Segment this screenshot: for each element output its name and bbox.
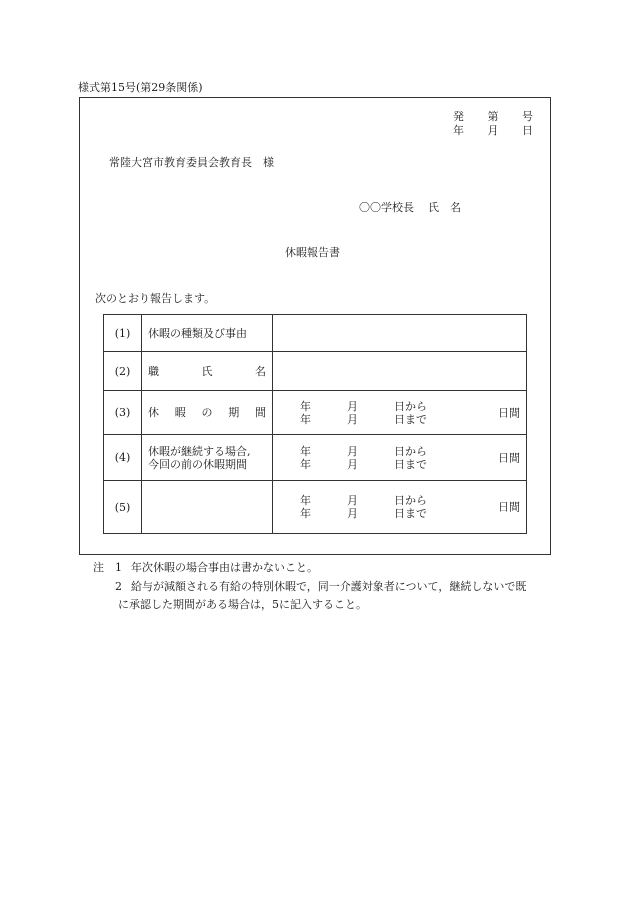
row-value[interactable]: [273, 352, 527, 391]
day-label: 日まで: [394, 457, 427, 471]
label-char: 氏: [201, 364, 213, 378]
table-row: [104, 352, 527, 391]
date-to-line: [273, 458, 526, 471]
label-line: 今回の前の休暇期間: [148, 457, 247, 471]
notes-label: 注: [93, 561, 104, 574]
row-number: (1): [104, 315, 142, 352]
days-label: 日間: [498, 406, 520, 419]
note-number: 1: [115, 561, 122, 574]
note-text-continued: に承認した期間がある場合は，5に記入すること。: [118, 598, 367, 611]
row-value[interactable]: [273, 315, 527, 352]
row-label[interactable]: [142, 481, 273, 534]
date-range-cell[interactable]: [273, 481, 527, 534]
year-label: 年: [300, 494, 311, 507]
day-label: 日から: [394, 444, 427, 458]
note-text: 給与が減額される有給の特別休暇で，同一介護対象者について，継続しないで既: [131, 580, 527, 593]
day-label: 日まで: [394, 507, 427, 520]
table-row: [104, 435, 527, 481]
issue-char: 号: [522, 110, 533, 123]
intro-text: 次のとおり報告します。: [95, 292, 216, 305]
issue-number-line: [453, 110, 533, 123]
year-label: 年: [300, 412, 311, 426]
document-title: 休暇報告書: [285, 246, 340, 259]
month-label: 月: [347, 399, 358, 413]
row-label: [142, 391, 273, 435]
date-to-line: [273, 507, 526, 520]
days-label: 日間: [498, 500, 520, 514]
label-char: 名: [255, 364, 266, 378]
form-number: 様式第15号(第29条関係): [78, 81, 203, 94]
date-char: 日: [522, 124, 533, 137]
label-char: の: [201, 406, 213, 419]
date-from-line: [273, 494, 526, 507]
table-row: [104, 481, 527, 534]
issue-char: 第: [487, 110, 499, 123]
table-row: [104, 391, 527, 435]
date-from-line: [273, 400, 526, 413]
row-number: (3): [104, 391, 142, 435]
table-row: [104, 315, 527, 352]
label-line: 休暇の種類及び事由: [148, 326, 247, 340]
sender-title: 〇〇学校長: [359, 201, 414, 214]
row-number: (5): [104, 481, 142, 534]
month-label: 月: [347, 494, 358, 507]
row-label: [142, 352, 273, 391]
label-char: 期: [228, 406, 240, 419]
date-range-cell[interactable]: [273, 391, 527, 435]
year-label: 年: [300, 444, 311, 458]
year-label: 年: [300, 507, 311, 520]
label-line: 休暇が継続する場合,: [148, 444, 251, 458]
day-label: 日まで: [394, 412, 427, 426]
label-char: 間: [255, 406, 266, 419]
issue-char: 発: [453, 110, 464, 123]
month-label: 月: [347, 507, 358, 520]
row-label: [142, 315, 273, 352]
row-number: (2): [104, 352, 142, 391]
month-label: 月: [347, 412, 358, 426]
addressee: 常陸大宮市教育委員会教育長 様: [109, 156, 274, 169]
year-label: 年: [300, 399, 311, 413]
date-from-line: [273, 445, 526, 458]
day-label: 日から: [394, 494, 427, 507]
label-char: 職: [148, 364, 159, 378]
label-char: 暇: [174, 406, 186, 419]
date-range-cell[interactable]: [273, 435, 527, 481]
month-label: 月: [347, 444, 358, 458]
note-number: 2: [115, 580, 122, 593]
date-to-line: [273, 413, 526, 426]
note-text: 年次休暇の場合事由は書かないこと。: [131, 561, 318, 574]
report-table: [103, 314, 527, 534]
row-number: (4): [104, 435, 142, 481]
date-char: 月: [487, 124, 499, 137]
date-char: 年: [453, 124, 464, 137]
year-label: 年: [300, 457, 311, 471]
month-label: 月: [347, 457, 358, 471]
row-label: [142, 435, 273, 481]
day-label: 日から: [394, 399, 427, 413]
days-label: 日間: [498, 451, 520, 464]
issue-date-line: [453, 124, 533, 137]
label-char: 休: [148, 406, 159, 419]
sender-name-label: 氏 名: [428, 201, 461, 214]
